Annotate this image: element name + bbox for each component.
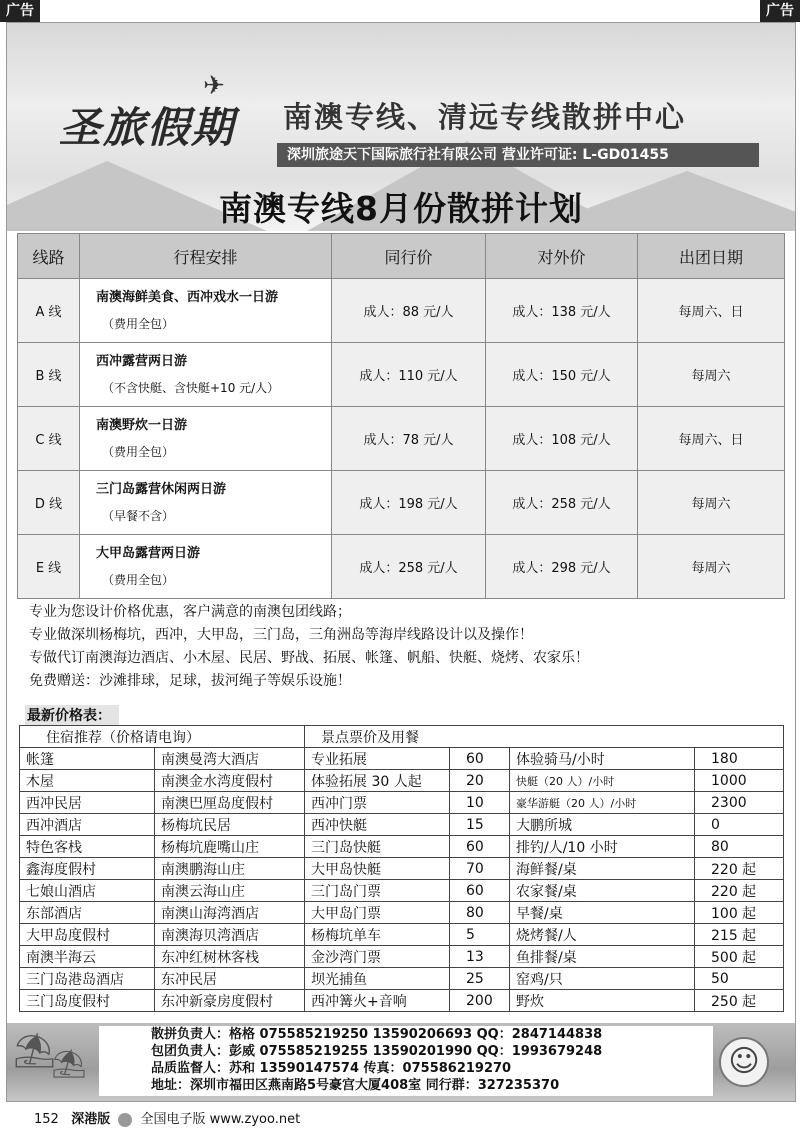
activity-item: 农家餐/桌 <box>510 880 695 902</box>
route-name: 南澳海鲜美食、西冲戏水一日游 <box>96 289 279 305</box>
hotel-name: 南澳海贝湾酒店 <box>155 924 305 946</box>
lodging-type: 七娘山酒店 <box>20 880 155 902</box>
hotel-name: 南澳云海山庄 <box>155 880 305 902</box>
attraction-price: 13 <box>450 946 510 968</box>
airplane-icon: ✈ <box>203 71 225 101</box>
lodging-type: 西冲民居 <box>20 792 155 814</box>
hotel-name: 南澳山海湾酒店 <box>155 902 305 924</box>
retail-price: 成人：108 元/人 <box>486 407 638 471</box>
attraction-price: 60 <box>450 748 510 770</box>
route-row <box>18 535 785 599</box>
route-row <box>18 279 785 343</box>
ad-tag-left: 广告 <box>0 0 40 22</box>
beach-chair-icon: ⛱ <box>13 1031 57 1071</box>
attraction-item: 杨梅坑单车 <box>305 924 450 946</box>
route-note: （不含快艇、含快艇+10 元/人） <box>102 380 280 395</box>
activity-item: 鱼排餐/桌 <box>510 946 695 968</box>
activity-price: 250 起 <box>695 990 784 1012</box>
attraction-item: 西冲快艇 <box>305 814 450 836</box>
route-name: 大甲岛露营两日游 <box>96 545 201 561</box>
retail-price: 成人：298 元/人 <box>486 535 638 599</box>
attraction-price: 60 <box>450 836 510 858</box>
activity-price: 220 起 <box>695 880 784 902</box>
price-row <box>20 946 784 968</box>
activity-item: 野炊 <box>510 990 695 1012</box>
route-code: D 线 <box>18 471 80 535</box>
hotel-name: 南澳巴厘岛度假村 <box>155 792 305 814</box>
attraction-price: 60 <box>450 880 510 902</box>
lodging-type: 特色客栈 <box>20 836 155 858</box>
advertisement-page <box>6 22 796 1102</box>
lodging-type: 三门岛度假村 <box>20 990 155 1012</box>
attraction-price: 20 <box>450 770 510 792</box>
route-row <box>18 471 785 535</box>
page-number: 152 <box>34 1112 59 1127</box>
activity-price: 50 <box>695 968 784 990</box>
retail-price: 成人：138 元/人 <box>486 279 638 343</box>
lodging-type: 三门岛港岛酒店 <box>20 968 155 990</box>
routes-table <box>17 233 785 599</box>
col-header-departure: 出团日期 <box>638 234 785 279</box>
activity-item: 体验骑马/小时 <box>510 748 695 770</box>
attraction-item: 体验拓展 30 人起 <box>305 770 450 792</box>
lodging-type: 东部酒店 <box>20 902 155 924</box>
activity-price: 2300 <box>695 792 784 814</box>
activity-item: 快艇（20 人）/小时 <box>510 770 695 792</box>
activity-item: 大鹏所城 <box>510 814 695 836</box>
promo-text <box>29 601 589 693</box>
attraction-item: 三门岛快艇 <box>305 836 450 858</box>
attraction-price: 15 <box>450 814 510 836</box>
lodging-type: 大甲岛度假村 <box>20 924 155 946</box>
price-header-row <box>20 726 784 748</box>
price-row <box>20 858 784 880</box>
activity-item: 早餐/桌 <box>510 902 695 924</box>
departure-dates: 每周六、日 <box>638 407 785 471</box>
route-name: 西冲露营两日游 <box>96 353 188 369</box>
price-row <box>20 924 784 946</box>
brand-logo: 圣旅假期 <box>59 103 236 152</box>
route-code: B 线 <box>18 343 80 407</box>
activity-item: 窑鸡/只 <box>510 968 695 990</box>
route-code: A 线 <box>18 279 80 343</box>
tickets-header: 景点票价及用餐 <box>305 726 784 748</box>
attraction-item: 金沙湾门票 <box>305 946 450 968</box>
smiley-icon: ☺ <box>719 1037 769 1087</box>
route-note: （费用全包） <box>102 444 175 459</box>
routes-header-row <box>18 234 785 279</box>
lodging-type: 南澳半海云 <box>20 946 155 968</box>
hotel-name: 杨梅坑民居 <box>155 814 305 836</box>
price-row <box>20 770 784 792</box>
trade-price: 成人：110 元/人 <box>332 343 486 407</box>
promo-line: 专业为您设计价格优惠，客户满意的南澳包团线路； <box>29 604 351 620</box>
company-license-bar: 深圳旅途天下国际旅行社有限公司 营业许可证: L-GD01455 <box>277 143 759 167</box>
lodging-type: 木屋 <box>20 770 155 792</box>
promo-line: 专做代订南澳海边酒店、小木屋、民居、野战、拓展、帐篷、帆船、快艇、烧烤、农家乐！ <box>29 650 589 666</box>
route-code: C 线 <box>18 407 80 471</box>
col-header-route: 线路 <box>18 234 80 279</box>
contact-panel <box>7 1023 795 1101</box>
price-row <box>20 836 784 858</box>
col-header-retail-price: 对外价 <box>486 234 638 279</box>
activity-price: 215 起 <box>695 924 784 946</box>
lodging-type: 鑫海度假村 <box>20 858 155 880</box>
price-table-caption: 最新价格表： <box>25 705 119 727</box>
lodging-type: 西冲酒店 <box>20 814 155 836</box>
activity-price: 500 起 <box>695 946 784 968</box>
attraction-item: 西冲篝火+音响 <box>305 990 450 1012</box>
activity-item: 排钓/人/10 小时 <box>510 836 695 858</box>
contact-info <box>99 1026 713 1096</box>
slogan: 南澳专线、清远专线散拼中心 <box>283 100 687 134</box>
trade-price: 成人：258 元/人 <box>332 535 486 599</box>
lodging-header: 住宿推荐（价格请电询） <box>20 726 305 748</box>
attraction-item: 专业拓展 <box>305 748 450 770</box>
attraction-item: 西冲门票 <box>305 792 450 814</box>
attraction-item: 大甲岛门票 <box>305 902 450 924</box>
price-table <box>19 725 784 1012</box>
attraction-price: 80 <box>450 902 510 924</box>
attraction-item: 大甲岛快艇 <box>305 858 450 880</box>
beach-chair-icon: ⛱ <box>51 1047 87 1080</box>
hotel-name: 南澳曼湾大酒店 <box>155 748 305 770</box>
attraction-price: 70 <box>450 858 510 880</box>
attraction-item: 坝光捕鱼 <box>305 968 450 990</box>
contact-line: 品质监督人：苏和 13590147574 传真：075586219270 <box>151 1061 512 1076</box>
attraction-price: 10 <box>450 792 510 814</box>
departure-dates: 每周六 <box>638 343 785 407</box>
departure-dates: 每周六 <box>638 535 785 599</box>
trade-price: 成人：88 元/人 <box>332 279 486 343</box>
route-note: （费用全包） <box>102 572 175 587</box>
contact-line: 地址：深圳市福田区燕南路5号豪宫大厦408室 同行群：327235370 <box>151 1078 560 1093</box>
activity-price: 180 <box>695 748 784 770</box>
retail-price: 成人：258 元/人 <box>486 471 638 535</box>
price-row <box>20 814 784 836</box>
edition-logo-icon <box>118 1113 132 1127</box>
price-row <box>20 902 784 924</box>
ad-tag-right: 广告 <box>760 0 800 22</box>
route-name: 三门岛露营休闲两日游 <box>96 481 227 497</box>
website-link[interactable]: 全国电子版 www.zyoo.net <box>140 1112 301 1127</box>
promo-line: 专业做深圳杨梅坑，西冲，大甲岛，三门岛，三角洲岛等海岸线路设计以及操作！ <box>29 627 533 643</box>
contact-line: 包团负责人：彭威 075585219255 13590201990 QQ：1993679248 <box>151 1044 603 1059</box>
trade-price: 成人：198 元/人 <box>332 471 486 535</box>
route-name: 南澳野炊一日游 <box>96 417 188 433</box>
attraction-item: 三门岛门票 <box>305 880 450 902</box>
price-row <box>20 990 784 1012</box>
page-title: 南澳专线8月份散拼计划 <box>219 189 583 228</box>
price-row <box>20 792 784 814</box>
departure-dates: 每周六 <box>638 471 785 535</box>
col-header-itinerary: 行程安排 <box>80 234 332 279</box>
route-code: E 线 <box>18 535 80 599</box>
attraction-price: 25 <box>450 968 510 990</box>
edition-label: 深港版 <box>71 1112 111 1127</box>
page-footer <box>34 1108 300 1127</box>
hotel-name: 东冲民居 <box>155 968 305 990</box>
col-header-trade-price: 同行价 <box>332 234 486 279</box>
price-row <box>20 748 784 770</box>
departure-dates: 每周六、日 <box>638 279 785 343</box>
price-row <box>20 880 784 902</box>
promo-line: 免费赠送：沙滩排球，足球，拔河绳子等娱乐设施！ <box>29 673 351 689</box>
route-row <box>18 343 785 407</box>
activity-price: 80 <box>695 836 784 858</box>
route-note: （费用全包） <box>102 316 175 331</box>
activity-item: 豪华游艇（20 人）/小时 <box>510 792 695 814</box>
hotel-name: 南澳金水湾度假村 <box>155 770 305 792</box>
hotel-name: 东冲红树林客栈 <box>155 946 305 968</box>
hotel-name: 东冲新豪房度假村 <box>155 990 305 1012</box>
attraction-price: 5 <box>450 924 510 946</box>
hotel-name: 南澳鹏海山庄 <box>155 858 305 880</box>
trade-price: 成人：78 元/人 <box>332 407 486 471</box>
route-row <box>18 407 785 471</box>
activity-price: 0 <box>695 814 784 836</box>
contact-line: 散拼负责人：格格 075585219250 13590206693 QQ：2847144838 <box>151 1027 603 1042</box>
activity-price: 220 起 <box>695 858 784 880</box>
activity-price: 1000 <box>695 770 784 792</box>
retail-price: 成人：150 元/人 <box>486 343 638 407</box>
route-note: （早餐不含） <box>102 508 175 523</box>
activity-item: 烧烤餐/人 <box>510 924 695 946</box>
activity-price: 100 起 <box>695 902 784 924</box>
lodging-type: 帐篷 <box>20 748 155 770</box>
attraction-price: 200 <box>450 990 510 1012</box>
hotel-name: 杨梅坑鹿嘴山庄 <box>155 836 305 858</box>
activity-item: 海鲜餐/桌 <box>510 858 695 880</box>
price-row <box>20 968 784 990</box>
